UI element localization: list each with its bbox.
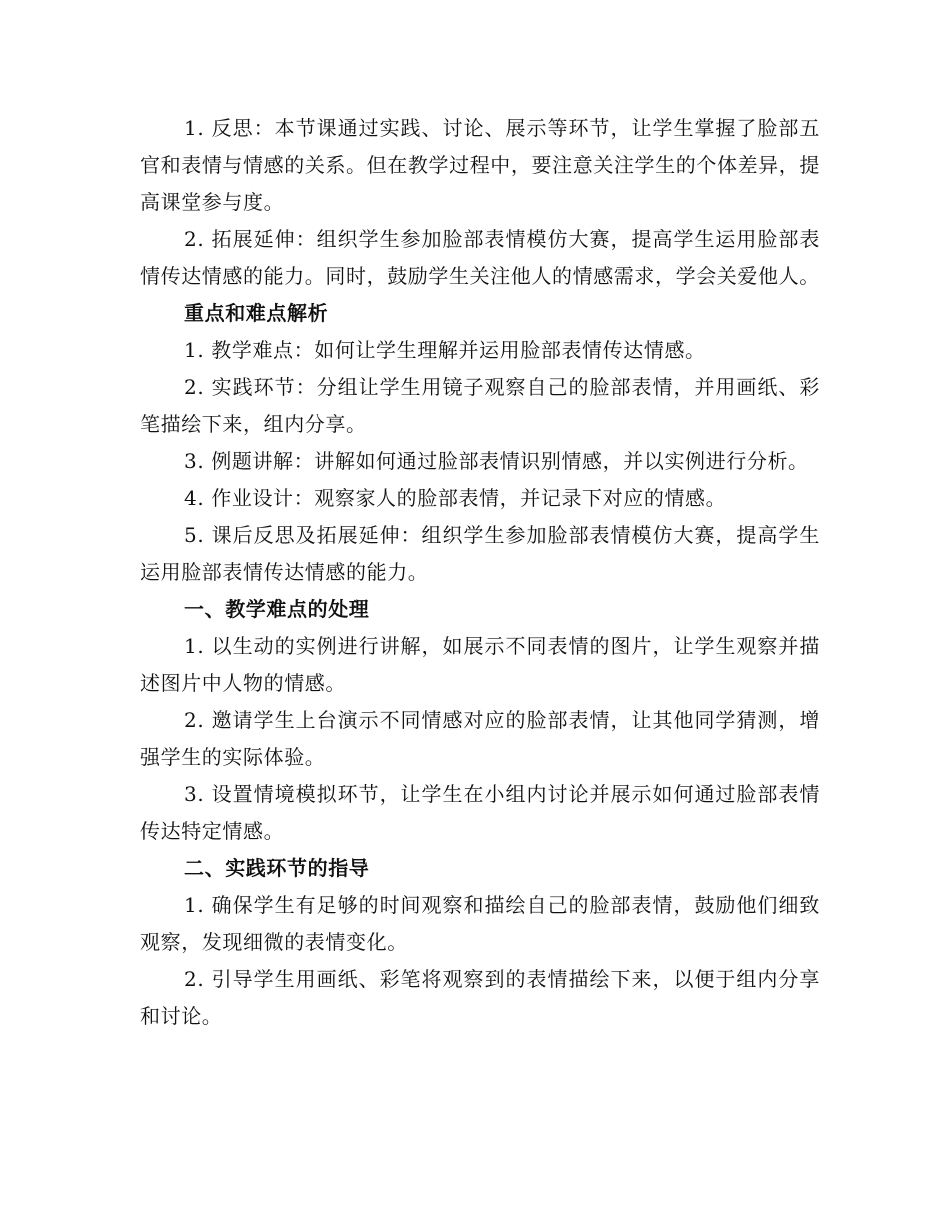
paragraph-reflection: 1. 反思：本节课通过实践、讨论、展示等环节，让学生掌握了脸部五官和表情与情感的关系。但在教学过程中，要注意关注学生的个体差异，提高课堂参与度。: [140, 116, 820, 214]
paragraph-scenario-simulation: 3. 设置情境模拟环节，让学生在小组内讨论并展示如何通过脸部表情传达特定情感。: [140, 782, 820, 843]
paragraph-extension: 2. 拓展延伸：组织学生参加脸部表情模仿大赛，提高学生运用脸部表情传达情感的能力。同时，鼓励学生关注他人的情感需求，学会关爱他人。: [140, 227, 820, 288]
paragraph-drawing-guidance: 2. 引导学生用画纸、彩笔将观察到的表情描绘下来，以便于组内分享和讨论。: [140, 967, 820, 1028]
paragraph-homework-design: 4. 作业设计：观察家人的脸部表情，并记录下对应的情感。: [184, 486, 727, 510]
paragraph-observation-time: 1. 确保学生有足够的时间观察和描绘自己的脸部表情，鼓励他们细致观察，发现细微的表情变化。: [140, 893, 820, 954]
paragraph-teaching-difficulty: 1. 教学难点：如何让学生理解并运用脸部表情传达情感。: [184, 338, 706, 362]
section-heading-difficulty-handling: 一、教学难点的处理: [184, 597, 370, 621]
paragraph-practice-session: 2. 实践环节：分组让学生用镜子观察自己的脸部表情，并用画纸、彩笔描绘下来，组内分享。: [140, 375, 820, 436]
section-heading-practice-guidance: 二、实践环节的指导: [184, 856, 370, 880]
document-body: [140, 110, 820, 1035]
paragraph-example-explanation: 3. 例题讲解：讲解如何通过脸部表情识别情感，并以实例进行分析。: [184, 449, 809, 473]
paragraph-vivid-examples: 1. 以生动的实例进行讲解，如展示不同表情的图片，让学生观察并描述图片中人物的情感。: [140, 634, 820, 695]
section-heading-key-points: 重点和难点解析: [184, 301, 329, 325]
paragraph-after-class: 5. 课后反思及拓展延伸：组织学生参加脸部表情模仿大赛，提高学生运用脸部表情传达情感的能力。: [140, 523, 820, 584]
paragraph-student-demo: 2. 邀请学生上台演示不同情感对应的脸部表情，让其他同学猜测，增强学生的实际体验。: [140, 708, 820, 769]
